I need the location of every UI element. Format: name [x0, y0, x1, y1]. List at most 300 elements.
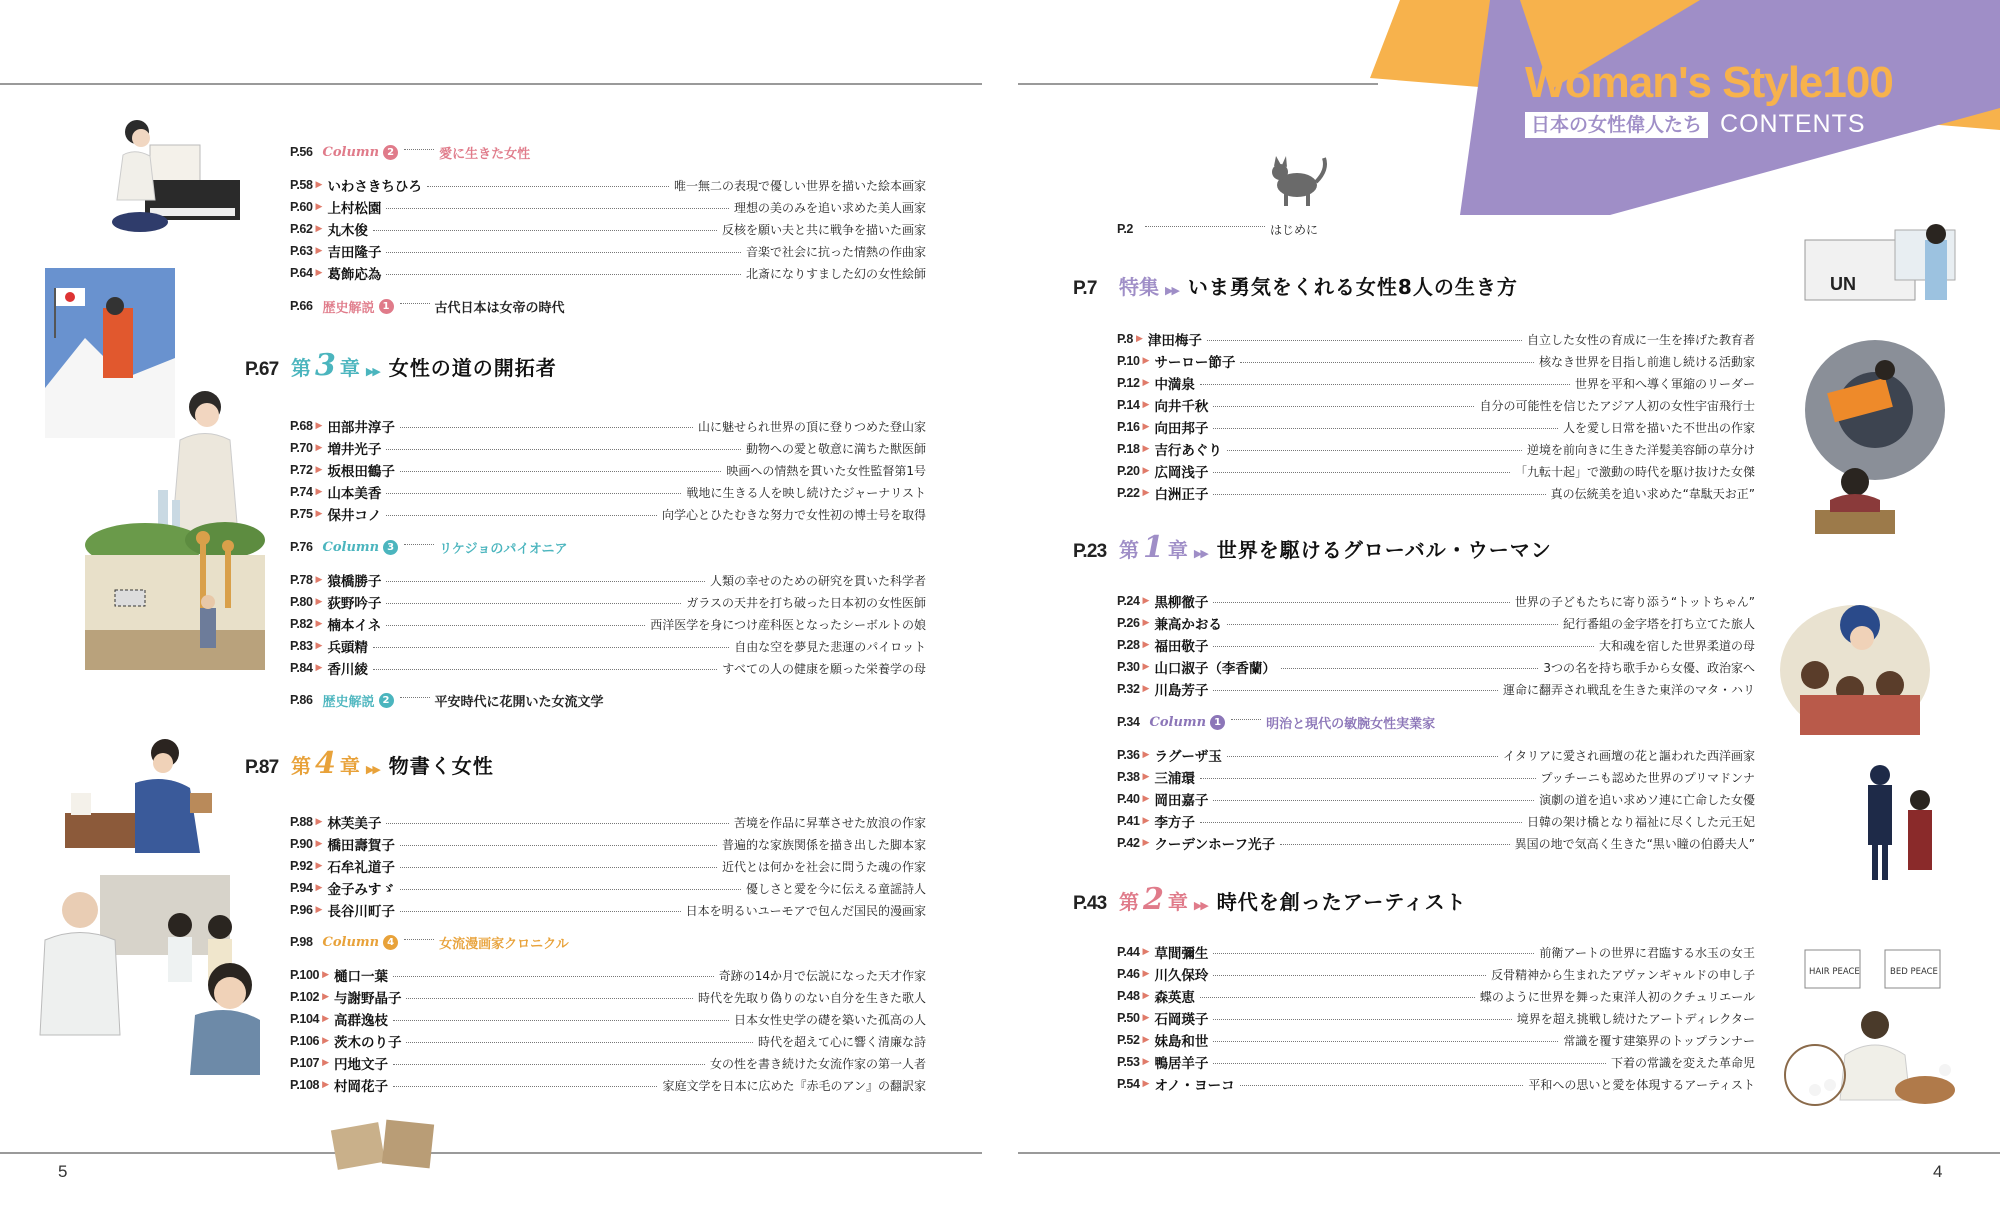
toc-entry[interactable] — [1117, 395, 1755, 415]
page-ref: P.90 — [290, 837, 313, 851]
column-title: 愛に生きた女性 — [439, 146, 531, 162]
page-ref: P.30 — [1117, 660, 1140, 674]
page-ref: P.8 — [1117, 332, 1133, 346]
description: 優しさと愛を今に伝える童謡詩人 — [745, 881, 926, 896]
leader-dots — [1200, 997, 1475, 998]
toc-entry[interactable] — [290, 812, 926, 832]
chapter-3-heading[interactable] — [245, 348, 557, 383]
page-ref: P.20 — [1117, 464, 1140, 478]
person-name: 白洲正子 — [1154, 487, 1209, 503]
triangle-bullet-icon: ▶ — [322, 1058, 329, 1068]
description: 人を愛し日常を描いた不世出の作家 — [1562, 420, 1755, 435]
history-label: 歴史解説 — [322, 300, 375, 316]
person-name: 円地文子 — [333, 1057, 388, 1073]
toc-entry[interactable] — [1117, 373, 1755, 393]
leader-dots — [1227, 624, 1558, 625]
page-ref: P.107 — [290, 1056, 320, 1070]
page-ref: P.46 — [1117, 967, 1140, 981]
column-3-heading[interactable] — [290, 537, 567, 557]
triangle-bullet-icon: ▶ — [1142, 1035, 1150, 1045]
toc-entry[interactable] — [290, 1075, 926, 1095]
person-name: オノ・ヨーコ — [1154, 1078, 1235, 1094]
person-name: 兼高かおる — [1154, 617, 1222, 633]
description: 蝶のように世界を舞った東洋人初のクチュリエール — [1479, 989, 1755, 1004]
person-name: 森英恵 — [1154, 990, 1195, 1006]
toc-entry[interactable] — [1117, 591, 1755, 611]
person-name: 岡田嘉子 — [1154, 793, 1209, 809]
leader-dots — [393, 976, 714, 977]
page-number-right: 4 — [1933, 1162, 1943, 1181]
description: 自分の可能性を信じたアジア人初の女性宇宙飛行士 — [1479, 398, 1755, 413]
intro-title: はじめに — [1269, 222, 1318, 237]
description: 反骨精神から生まれたアヴァンギャルドの申し子 — [1491, 967, 1755, 982]
toc-entry[interactable] — [290, 175, 926, 195]
family-illustration — [30, 875, 260, 1075]
leader-dots — [404, 149, 434, 150]
toc-entry[interactable] — [290, 197, 926, 217]
description: 大和魂を宿した世界柔道の母 — [1598, 638, 1755, 653]
person-name: 兵頭精 — [327, 640, 368, 656]
column-label: Column — [322, 539, 380, 555]
triangle-bullet-icon: ▶ — [1142, 816, 1150, 826]
chapter-sho: 章 — [339, 754, 360, 778]
toc-entry[interactable] — [290, 856, 926, 876]
column-4-heading[interactable] — [290, 932, 569, 952]
toc-entry[interactable] — [1117, 1052, 1755, 1072]
description: プッチーニも認めた世界のプリマドンナ — [1540, 770, 1755, 785]
page-ref: P.84 — [290, 661, 313, 675]
page-ref: P.43 — [1073, 893, 1107, 914]
triangle-bullet-icon: ▶ — [1142, 772, 1150, 782]
triangle-bullet-icon: ▶ — [1142, 794, 1150, 804]
triangle-bullet-icon: ▶ — [315, 861, 323, 871]
leader-dots — [386, 274, 741, 275]
chapter-number: 1 — [1143, 530, 1164, 565]
leader-dots — [404, 939, 434, 940]
leader-dots — [1280, 844, 1510, 845]
toc-entry[interactable] — [1117, 329, 1755, 349]
triangle-bullet-icon: ▶ — [315, 905, 323, 915]
person-name: 保井コノ — [327, 508, 382, 524]
page-ref: P.67 — [245, 359, 279, 380]
person-name: 与謝野晶子 — [333, 991, 402, 1007]
description: 真の伝統美を追い求めた“韋駄天お正” — [1550, 486, 1755, 501]
leader-dots — [1213, 602, 1509, 603]
page-ref: P.68 — [290, 419, 313, 433]
leader-dots — [406, 1042, 753, 1043]
page-ref: P.78 — [290, 573, 313, 587]
toc-entry[interactable] — [1117, 439, 1755, 459]
triangle-bullet-icon: ▶ — [322, 1014, 329, 1024]
triangle-bullet-icon: ▶ — [1142, 400, 1150, 410]
history-title: 古代日本は女帝の時代 — [434, 300, 565, 316]
page-ref: P.40 — [1117, 792, 1140, 806]
page-ref: P.44 — [1117, 945, 1140, 959]
page-ref: P.23 — [1073, 541, 1107, 562]
top-rule-right — [1018, 83, 1378, 85]
triangle-bullet-icon: ▶ — [315, 443, 323, 453]
triangle-bullet-icon: ▶ — [1142, 1079, 1150, 1089]
toc-entry[interactable] — [290, 592, 926, 612]
description: 紀行番組の金字塔を打ち立てた旅人 — [1562, 616, 1755, 631]
description: 下着の常識を変えた革命児 — [1610, 1055, 1755, 1070]
person-name: 上村松園 — [327, 201, 382, 217]
triangle-bullet-icon: ▶ — [322, 970, 329, 980]
triangle-bullet-icon: ▶ — [1142, 969, 1150, 979]
page-ref: P.72 — [290, 463, 313, 477]
page-ref: P.56 — [290, 145, 313, 159]
toc-entry[interactable] — [1117, 1008, 1755, 1028]
page-ref: P.64 — [290, 266, 313, 280]
description: 家庭文学を日本に広めた『赤毛のアン』の翻訳家 — [662, 1078, 926, 1093]
leader-dots — [400, 911, 681, 912]
description: 時代を超えて心に響く清廉な詩 — [757, 1034, 926, 1049]
page-ref: P.94 — [290, 881, 313, 895]
page-ref: P.28 — [1117, 638, 1140, 652]
leader-dots — [393, 1086, 657, 1087]
triangle-bullet-icon: ▶ — [1142, 750, 1150, 760]
leader-dots — [1281, 668, 1538, 669]
leader-dots — [1213, 472, 1510, 473]
person-name: 向田邦子 — [1154, 421, 1209, 437]
chapter-4-heading[interactable] — [245, 746, 494, 781]
triangle-bullet-icon: ▶ — [315, 268, 323, 278]
toc-entry[interactable] — [290, 834, 926, 854]
toc-entry[interactable] — [1117, 1030, 1755, 1050]
triangle-bullet-icon: ▶ — [1142, 640, 1150, 650]
leader-dots — [1240, 362, 1534, 363]
page-ref: P.75 — [290, 507, 313, 521]
description: 西洋医学を身につけ産科医となったシーボルトの娘 — [650, 617, 926, 632]
cat-illustration — [1262, 150, 1332, 210]
chapter-dai: 第 — [1119, 538, 1139, 562]
page-ref: P.108 — [290, 1078, 320, 1092]
description: 日本女性史学の礎を築いた孤高の人 — [733, 1012, 926, 1027]
page-ref: P.98 — [290, 935, 313, 949]
column-2-heading[interactable] — [290, 142, 530, 162]
person-name: 増井光子 — [327, 442, 382, 458]
person-name: 福田敬子 — [1154, 639, 1209, 655]
chapter-2-heading[interactable] — [1073, 882, 1467, 917]
toc-entry[interactable] — [1117, 417, 1755, 437]
person-name: 橋田壽賀子 — [327, 838, 395, 854]
description: 世界を平和へ導く軍縮のリーダー — [1574, 376, 1755, 391]
leader-dots — [386, 493, 681, 494]
leader-dots — [1200, 822, 1522, 823]
leader-dots — [1213, 494, 1545, 495]
toc-entry[interactable] — [1117, 1074, 1755, 1094]
page-ref: P.96 — [290, 903, 313, 917]
toc-entry[interactable] — [1117, 986, 1755, 1006]
bottom-rule-right — [1018, 1152, 2000, 1154]
leader-dots — [386, 515, 657, 516]
leader-dots — [1213, 975, 1486, 976]
toc-entry[interactable] — [1117, 833, 1755, 853]
triangle-bullet-icon: ▶ — [322, 1080, 329, 1090]
person-name: 林芙美子 — [327, 816, 382, 832]
triangle-bullet-icon: ▶ — [315, 597, 323, 607]
page-ref: P.53 — [1117, 1055, 1140, 1069]
description: 平和への思いと愛を体現するアーティスト — [1528, 1077, 1755, 1092]
toc-entry[interactable] — [290, 658, 926, 678]
description: 反核を願い夫と共に戦争を描いた画家 — [721, 222, 926, 237]
brand-logo — [1525, 60, 1985, 139]
person-name: 荻野吟子 — [327, 596, 382, 612]
person-name: 山口淑子（李香蘭） — [1154, 661, 1276, 677]
toc-entry[interactable] — [1117, 613, 1755, 633]
leader-dots — [386, 252, 741, 253]
leader-dots — [373, 669, 717, 670]
column-title: 女流漫画家クロニクル — [439, 936, 569, 952]
writer-illustration — [65, 738, 215, 858]
toc-entry[interactable] — [290, 900, 926, 920]
person-name: 三浦環 — [1154, 771, 1195, 787]
page-ref: P.70 — [290, 441, 313, 455]
bed-peace-sign: BED PEACE — [1890, 967, 1938, 977]
feature-label: 特集 — [1119, 275, 1159, 299]
leader-dots — [1145, 226, 1265, 227]
description: 理想の美のみを追い求めた美人画家 — [733, 200, 926, 215]
triangle-bullet-icon: ▶ — [315, 663, 323, 673]
person-name: 茨木のり子 — [333, 1035, 402, 1051]
triangle-bullet-icon: ▶ — [315, 202, 323, 212]
toc-entry[interactable] — [290, 438, 926, 458]
leader-dots — [393, 1064, 705, 1065]
triangle-bullet-icon: ▶ — [315, 509, 323, 519]
page-ref: P.104 — [290, 1012, 320, 1026]
description: 向学心とひたむきな努力で女性初の博士号を取得 — [661, 507, 926, 522]
column-1-heading[interactable] — [1117, 712, 1435, 732]
page-ref: P.2 — [1117, 222, 1133, 236]
description: 演劇の道を追い求めソ連に亡命した女優 — [1539, 792, 1755, 807]
triangle-bullet-icon: ▶ — [1142, 488, 1150, 498]
toc-entry[interactable] — [1117, 461, 1755, 481]
triangle-bullet-icon: ▶ — [315, 575, 323, 585]
person-name: 鴨居羊子 — [1154, 1056, 1209, 1072]
person-name: ラグーザ玉 — [1154, 749, 1222, 765]
person-name: 黒柳徹子 — [1154, 595, 1209, 611]
description: すべての人の健康を願った栄養学の母 — [722, 661, 926, 676]
toc-entry[interactable] — [1117, 811, 1755, 831]
page-ref: P.58 — [290, 178, 313, 192]
triangle-bullet-icon: ▶ — [1142, 991, 1150, 1001]
leader-dots — [1213, 953, 1534, 954]
toc-entry[interactable] — [1117, 789, 1755, 809]
description: 前衛アートの世界に君臨する水玉の女王 — [1539, 945, 1755, 960]
page-ref: P.106 — [290, 1034, 320, 1048]
chapter-sho: 章 — [1167, 538, 1188, 562]
toc-entry[interactable] — [290, 614, 926, 634]
un-sign-text: UN — [1830, 274, 1856, 294]
history-number-badge: 1 — [379, 299, 394, 314]
person-name: 吉行あぐり — [1154, 443, 1222, 459]
page-number-left: 5 — [58, 1162, 68, 1181]
person-name: 樋口一葉 — [333, 969, 388, 985]
description: イタリアに愛され画壇の花と謳われた西洋画家 — [1502, 748, 1755, 763]
page-ref: P.83 — [290, 639, 313, 653]
page-ref: P.24 — [1117, 594, 1140, 608]
person-name: 向井千秋 — [1154, 399, 1209, 415]
description: 映画への情熱を貫いた女性監督第1号 — [726, 463, 926, 478]
leader-dots — [386, 603, 681, 604]
toc-entry[interactable] — [290, 570, 926, 590]
history-number-badge: 2 — [379, 693, 394, 708]
toc-entry[interactable] — [1117, 745, 1755, 765]
page-ref: P.32 — [1117, 682, 1140, 696]
description: 戦地に生きる人を映し続けたジャーナリスト — [686, 485, 926, 500]
leader-dots — [400, 427, 693, 428]
brand-title: Woman's Style100 — [1525, 58, 1893, 107]
description: 境界を超え挑戦し続けたアートディレクター — [1516, 1011, 1755, 1026]
toc-entry[interactable] — [1117, 942, 1755, 962]
toc-entry[interactable] — [290, 504, 926, 524]
triangle-bullet-icon: ▶ — [1142, 356, 1150, 366]
page-ref: P.7 — [1073, 278, 1097, 299]
page-ref: P.26 — [1117, 616, 1140, 630]
description: 核なき世界を目指し前進し続ける活動家 — [1538, 354, 1755, 369]
person-name: 山本美香 — [327, 486, 382, 502]
toc-entry[interactable] — [290, 965, 926, 985]
contents-label: CONTENTS — [1720, 110, 1866, 138]
leader-dots — [386, 449, 741, 450]
toc-entry[interactable] — [1117, 351, 1755, 371]
triangle-bullet-icon: ▶ — [315, 465, 323, 475]
toc-entry[interactable] — [1117, 483, 1755, 503]
description: 人類の幸せのための研究を貫いた科学者 — [709, 573, 926, 588]
page-ref: P.92 — [290, 859, 313, 873]
triangle-bullet-icon: ▶ — [315, 487, 323, 497]
page-ref: P.62 — [290, 222, 313, 236]
description: 「九転十起」で激動の時代を駆け抜けた女傑 — [1514, 464, 1755, 479]
toc-entry[interactable] — [290, 460, 926, 480]
intro-heading[interactable] — [1117, 219, 1318, 239]
person-name: 川久保玲 — [1154, 968, 1209, 984]
leader-dots — [1240, 1085, 1524, 1086]
leader-dots — [386, 625, 645, 626]
toc-entry[interactable] — [1117, 767, 1755, 787]
zoo-illustration — [85, 520, 265, 670]
person-name: サーロー節子 — [1154, 355, 1236, 371]
leader-dots — [400, 889, 741, 890]
person-name: 吉田隆子 — [327, 245, 382, 261]
page-ref: P.34 — [1117, 715, 1140, 729]
triangle-bullet-icon: ▶ — [315, 641, 323, 651]
chapter-number: 3 — [315, 348, 336, 383]
leader-dots — [386, 581, 705, 582]
toc-entry[interactable] — [1117, 679, 1755, 699]
chapter-title: 時代を創ったアーティスト — [1216, 890, 1467, 914]
chapter-1-heading[interactable] — [1073, 530, 1552, 565]
description: 時代を先取り偽りのない自分を生きた歌人 — [697, 990, 926, 1005]
description: 3つの名を持ち歌手から女優、政治家へ — [1543, 660, 1755, 675]
person-name: 石岡瑛子 — [1154, 1012, 1209, 1028]
triangle-bullet-icon: ▶ — [315, 180, 323, 190]
leader-dots — [386, 208, 729, 209]
toc-entry[interactable] — [1117, 635, 1755, 655]
leader-dots — [393, 1020, 729, 1021]
chapter-title: 世界を駆けるグローバル・ウーマン — [1216, 538, 1552, 562]
person-name: 長谷川町子 — [327, 904, 395, 920]
chapter-number: 2 — [1143, 882, 1164, 917]
triangle-bullet-icon: ▶ — [315, 246, 323, 256]
description: 日韓の架け橋となり福祉に尽くした元王妃 — [1526, 814, 1755, 829]
page-ref: P.66 — [290, 299, 313, 313]
toc-entry[interactable] — [290, 263, 926, 283]
person-name: 村岡花子 — [333, 1079, 388, 1095]
toc-entry[interactable] — [290, 1053, 926, 1073]
toc-entry[interactable] — [290, 987, 926, 1007]
toc-entry[interactable] — [290, 219, 926, 239]
person-name: 葛飾応為 — [327, 267, 382, 283]
double-arrow-icon: ▶▶ — [365, 365, 379, 378]
leader-dots — [1213, 690, 1498, 691]
page-ref: P.12 — [1117, 376, 1140, 390]
toc-entry[interactable] — [1117, 657, 1755, 677]
toc-entry[interactable] — [290, 1009, 926, 1029]
person-name: 坂根田鶴子 — [327, 464, 395, 480]
chapter-sho: 章 — [1167, 890, 1188, 914]
toc-entry[interactable] — [1117, 964, 1755, 984]
page-ref: P.80 — [290, 595, 313, 609]
history-2-heading[interactable] — [290, 690, 604, 710]
history-1-heading[interactable] — [290, 296, 565, 316]
page-ref: P.63 — [290, 244, 313, 258]
feature-heading[interactable] — [1073, 271, 1518, 300]
triangle-bullet-icon: ▶ — [1142, 662, 1150, 672]
toc-entry[interactable] — [290, 636, 926, 656]
triangle-bullet-icon: ▶ — [1142, 466, 1150, 476]
person-name: クーデンホーフ光子 — [1154, 837, 1275, 853]
description: 運命に翻弄され戦乱を生きた東洋のマタ・ハリ — [1502, 682, 1755, 697]
leader-dots — [400, 845, 717, 846]
page-ref: P.18 — [1117, 442, 1140, 456]
description: ガラスの天井を打ち破った日本初の女性医師 — [686, 595, 926, 610]
triangle-bullet-icon: ▶ — [315, 817, 323, 827]
triangle-bullet-icon: ▶ — [315, 619, 323, 629]
person-name: 広岡浅子 — [1154, 465, 1209, 481]
toc-entry[interactable] — [290, 482, 926, 502]
description: 苦境を作品に昇華させた放浪の作家 — [733, 815, 926, 830]
toc-entry[interactable] — [290, 1031, 926, 1051]
children-illustration — [1780, 600, 1960, 900]
page-ref: P.41 — [1117, 814, 1140, 828]
description: 普遍的な家族関係を描き出した脚本家 — [721, 837, 926, 852]
toc-entry[interactable] — [290, 878, 926, 898]
chapter-dai: 第 — [291, 356, 311, 380]
description: 唯一無二の表現で優しい世界を描いた絵本画家 — [673, 178, 926, 193]
triangle-bullet-icon: ▶ — [315, 421, 323, 431]
person-name: 猿橋勝子 — [327, 574, 382, 590]
column-number-badge: 3 — [383, 540, 398, 555]
triangle-bullet-icon: ▶ — [1142, 422, 1150, 432]
chapter-number: 4 — [315, 746, 336, 781]
column-title: リケジョのパイオニア — [439, 541, 568, 557]
leader-dots — [1213, 646, 1594, 647]
chapter-title: 物書く女性 — [388, 754, 494, 778]
hair-peace-sign: HAIR PEACE — [1809, 967, 1860, 977]
chapter-dai: 第 — [291, 754, 311, 778]
triangle-bullet-icon: ▶ — [1142, 378, 1150, 388]
leader-dots — [386, 823, 729, 824]
un-astronaut-illustration — [1775, 220, 1975, 540]
person-name: 高群逸枝 — [333, 1013, 388, 1029]
page-ref: P.82 — [290, 617, 313, 631]
person-name: 丸木俊 — [327, 223, 368, 239]
toc-entry[interactable] — [290, 241, 926, 261]
toc-entry[interactable] — [290, 416, 926, 436]
description: 逆境を前向きに生きた洋髪美容師の草分け — [1526, 442, 1755, 457]
column-label: Column — [322, 144, 380, 160]
